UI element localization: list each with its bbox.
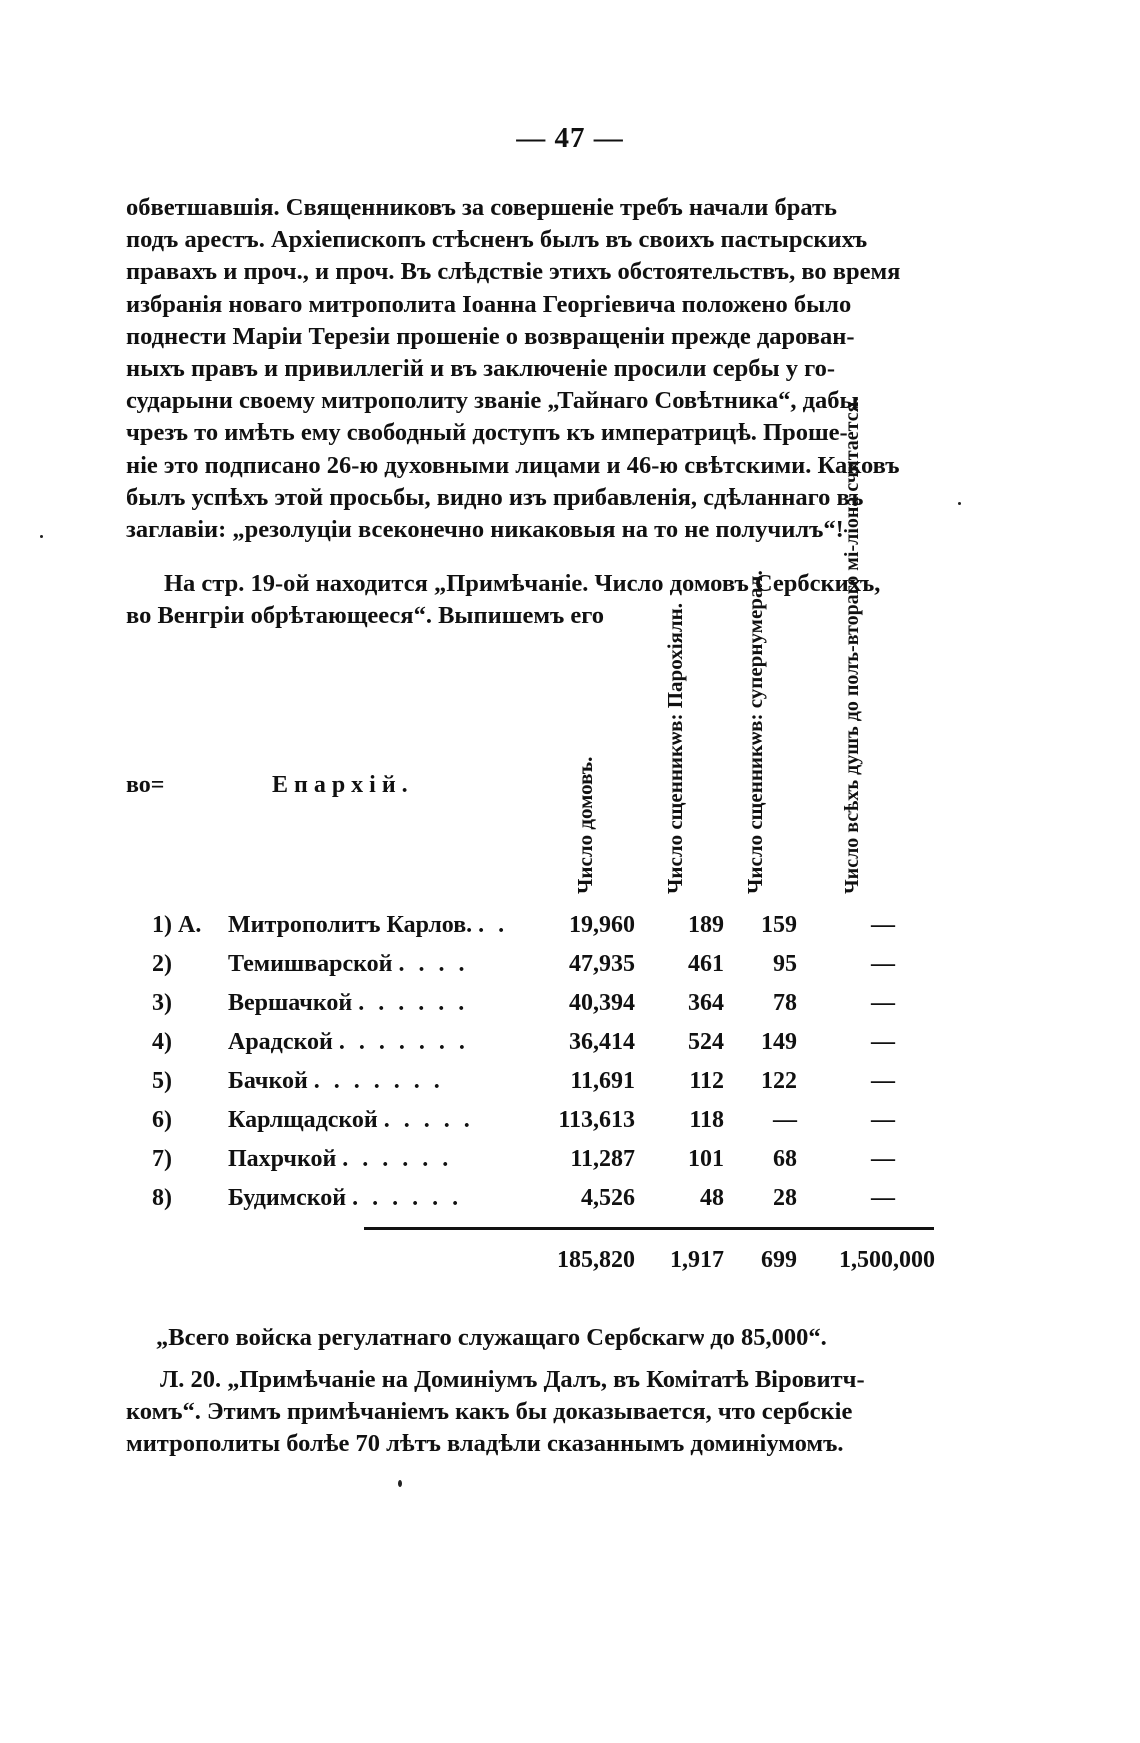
souls-value: — [871, 951, 895, 977]
super-value: 149 [761, 1029, 797, 1055]
row-number: 5) [152, 1068, 172, 1094]
col-parish-priests: Число сщенникѡв: Парохіялн. [663, 602, 687, 894]
table-row [0, 1107, 1140, 1145]
row-number: 3) [152, 990, 172, 1016]
houses-value: 11,287 [570, 1146, 635, 1172]
eparchy-label: Митрополитъ Карлов. [228, 912, 473, 938]
row-number: 4) [152, 1029, 172, 1055]
souls-value: — [871, 912, 895, 938]
text-line: „Всего войска регулатнаго служащаго Сербскагѡ до 85,000“. [156, 1324, 827, 1351]
paragraph-1 [126, 192, 932, 546]
page-number: — 47 — [516, 122, 624, 154]
table-row [0, 912, 1140, 950]
leader-dots: . . . . . [383, 1107, 474, 1133]
row-number: 8) [152, 1185, 172, 1211]
souls-value: — [871, 990, 895, 1016]
total-souls: 1,500,000 [839, 1247, 935, 1273]
ink-speck [958, 502, 961, 505]
text-line: комъ“. Этимъ примѣчаніемъ какъ бы доказывается, что сербскіе [126, 1398, 853, 1426]
paragraph-2 [126, 568, 932, 632]
text-line: во Венгріи обрѣтающееся“. Выпишемъ его [126, 602, 605, 630]
table-row [0, 951, 1140, 989]
eparchy-name [228, 1029, 469, 1056]
text-line: избранія новаго митрополита Іоанна Георгіевича положено было [126, 290, 852, 318]
souls-value: — [871, 1146, 895, 1172]
eparchy-label: Будимской [228, 1185, 347, 1211]
eparchy-name [228, 1146, 452, 1173]
row-number: 2) [152, 951, 172, 977]
text-line: ныхъ правъ и привиллегій и въ заключеніе просили сербы у го- [126, 355, 836, 383]
leader-dots: . . . . . . [352, 1185, 463, 1211]
eparchy-name [228, 1107, 474, 1134]
souls-value: — [871, 1029, 895, 1055]
leader-dots: . . . . . . [342, 1146, 453, 1172]
text-line: чрезъ то имѣть ему свободный доступъ къ императрицѣ. Проше- [126, 419, 848, 447]
text-line: заглавіи: „резолуціи всеконечно никаковыя на то не получилъ“! [126, 516, 844, 544]
text-line: правахъ и проч., и проч. Въ слѣдствіе этихъ обстоятельствъ, во время [126, 258, 901, 286]
text-line: подъ арестъ. Архіепископъ стѣсненъ былъ въ своихъ пастырскихъ [126, 226, 868, 254]
parish-value: 112 [689, 1068, 724, 1094]
parish-value: 524 [688, 1029, 724, 1055]
totals-row [0, 1247, 1140, 1285]
leader-dots: . . . . . . . [313, 1068, 444, 1094]
super-value: — [773, 1107, 797, 1133]
eparchy-label: Вершачкой [228, 990, 353, 1016]
col-houses: Число домовъ. [573, 756, 597, 894]
row-number: 7) [152, 1146, 172, 1172]
eparchy-name [228, 1068, 444, 1095]
text-line: сударыни своему митрополиту званіе „Тайнаго Совѣтника“, дабы [126, 387, 859, 415]
houses-value: 36,414 [569, 1029, 635, 1055]
text-line: На стр. 19-ой находится „Примѣчаніе. Число домовъ Сербскихъ, [164, 570, 881, 597]
ink-speck [398, 1480, 402, 1487]
table-row [0, 1146, 1140, 1184]
eparchy-name [228, 912, 508, 939]
souls-value: — [871, 1185, 895, 1211]
paragraph-4 [126, 1364, 932, 1461]
leader-dots: . . . . . . . [338, 1029, 469, 1055]
col-supernumerary: Число сщенникѡв: супернумерал. [743, 570, 767, 894]
ink-speck [40, 535, 43, 538]
col-eparchy: Епархій. [272, 772, 414, 798]
eparchy-label: Бачкой [228, 1068, 308, 1094]
total-parish: 1,917 [670, 1247, 724, 1273]
parish-value: 461 [688, 951, 724, 977]
table-row [0, 1029, 1140, 1067]
souls-value: — [871, 1068, 895, 1094]
leader-dots: . . . . [398, 951, 469, 977]
houses-value: 40,394 [569, 990, 635, 1016]
parish-value: 189 [688, 912, 724, 938]
parish-value: 48 [700, 1185, 724, 1211]
table-row [0, 1068, 1140, 1106]
super-value: 95 [773, 951, 797, 977]
text-line: митрополиты болѣе 70 лѣтъ владѣли сказаннымъ доминіумомъ. [126, 1430, 844, 1458]
souls-value: — [871, 1107, 895, 1133]
super-value: 68 [773, 1146, 797, 1172]
eparchy-name [228, 951, 468, 978]
text-line: поднести Маріи Терезіи прошеніе о возвращеніи прежде дарован- [126, 322, 855, 350]
eparchy-label: Темишварской [228, 951, 393, 977]
houses-value: 113,613 [558, 1107, 635, 1133]
super-value: 78 [773, 990, 797, 1016]
total-houses: 185,820 [557, 1247, 635, 1273]
houses-value: 4,526 [581, 1185, 635, 1211]
eparchy-name [228, 1185, 462, 1212]
paragraph-3 [126, 1322, 932, 1354]
houses-value: 19,960 [569, 912, 635, 938]
total-rule [364, 1227, 934, 1230]
text-line: былъ успѣхъ этой просьбы, видно изъ прибавленія, сдѣланнаго въ [126, 483, 864, 511]
col-souls: Число всѣхъ душъ до полъ-втораго мі-ліона считается. [841, 396, 863, 894]
leader-dots: . . . . . . [358, 990, 469, 1016]
super-value: 28 [773, 1185, 797, 1211]
parish-value: 118 [689, 1107, 724, 1133]
parish-value: 364 [688, 990, 724, 1016]
houses-value: 47,935 [569, 951, 635, 977]
col-prefix: во= [126, 772, 165, 798]
text-line: Л. 20. „Примѣчаніе на Доминіумъ Далъ, въ Комітатѣ Віровитч- [160, 1366, 865, 1393]
row-number: 1) А. [152, 912, 202, 938]
super-value: 122 [761, 1068, 797, 1094]
row-number: 6) [152, 1107, 172, 1133]
table-row [0, 1185, 1140, 1223]
houses-value: 11,691 [570, 1068, 635, 1094]
leader-dots: . . [478, 912, 509, 938]
parish-value: 101 [688, 1146, 724, 1172]
text-line: ніе это подписано 26-ю духовными лицами и 46-ю свѣтскими. Каковъ [126, 451, 900, 479]
super-value: 159 [761, 912, 797, 938]
eparchy-label: Пахрчкой [228, 1146, 337, 1172]
table-row [0, 990, 1140, 1028]
total-super: 699 [761, 1247, 797, 1273]
eparchy-label: Карлщадской [228, 1107, 378, 1133]
text-line: обветшавшія. Священниковъ за совершеніе требъ начали брать [126, 194, 837, 221]
eparchy-label: Арадской [228, 1029, 333, 1055]
eparchy-name [228, 990, 468, 1017]
